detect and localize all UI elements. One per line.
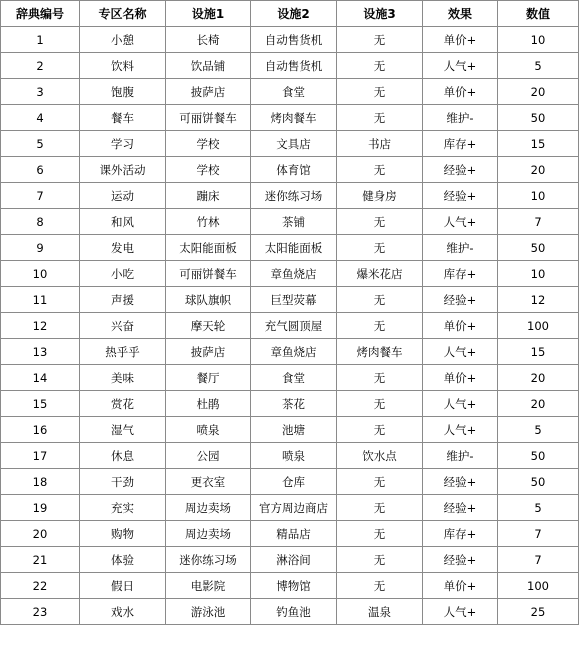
table-row — [1, 261, 579, 287]
cell-facility-3: 无 — [337, 287, 423, 313]
cell-facility-3: 无 — [337, 573, 423, 599]
cell-zone-name: 兴奋 — [80, 313, 166, 339]
cell-zone-name: 湿气 — [80, 417, 166, 443]
cell-facility-3: 无 — [337, 27, 423, 53]
table-row — [1, 443, 579, 469]
cell-facility-2: 官方周边商店 — [251, 495, 337, 521]
cell-facility-3: 无 — [337, 547, 423, 573]
header-row — [1, 1, 579, 27]
cell-zone-name: 假日 — [80, 573, 166, 599]
cell-zone-name: 和风 — [80, 209, 166, 235]
cell-number: 19 — [1, 495, 80, 521]
cell-facility-3: 无 — [337, 157, 423, 183]
cell-value: 100 — [498, 573, 579, 599]
cell-effect: 人气+ — [423, 391, 498, 417]
table-row — [1, 521, 579, 547]
cell-effect: 单价+ — [423, 79, 498, 105]
table-row — [1, 391, 579, 417]
cell-effect: 人气+ — [423, 417, 498, 443]
cell-facility-2: 太阳能面板 — [251, 235, 337, 261]
cell-number: 17 — [1, 443, 80, 469]
cell-value: 15 — [498, 131, 579, 157]
cell-zone-name: 购物 — [80, 521, 166, 547]
cell-number: 14 — [1, 365, 80, 391]
cell-facility-3: 饮水点 — [337, 443, 423, 469]
cell-facility-1: 可丽饼餐车 — [166, 105, 251, 131]
cell-facility-2: 章鱼烧店 — [251, 261, 337, 287]
cell-facility-3: 无 — [337, 313, 423, 339]
cell-facility-2: 充气圆顶屋 — [251, 313, 337, 339]
cell-facility-3: 无 — [337, 469, 423, 495]
cell-facility-1: 披萨店 — [166, 339, 251, 365]
table-row — [1, 469, 579, 495]
table-body — [1, 27, 579, 625]
cell-value: 20 — [498, 391, 579, 417]
table-row — [1, 287, 579, 313]
cell-facility-3: 烤肉餐车 — [337, 339, 423, 365]
cell-facility-1: 球队旗帜 — [166, 287, 251, 313]
cell-facility-1: 竹林 — [166, 209, 251, 235]
cell-effect: 单价+ — [423, 313, 498, 339]
cell-facility-1: 学校 — [166, 131, 251, 157]
cell-number: 6 — [1, 157, 80, 183]
cell-number: 5 — [1, 131, 80, 157]
table-row — [1, 157, 579, 183]
header-dictionary-number: 辞典编号 — [1, 1, 80, 27]
cell-facility-2: 茶花 — [251, 391, 337, 417]
cell-effect: 维护- — [423, 105, 498, 131]
cell-effect: 库存+ — [423, 261, 498, 287]
cell-facility-1: 周边卖场 — [166, 521, 251, 547]
cell-value: 50 — [498, 235, 579, 261]
cell-value: 100 — [498, 313, 579, 339]
cell-zone-name: 充实 — [80, 495, 166, 521]
cell-facility-2: 体育馆 — [251, 157, 337, 183]
cell-facility-2: 自动售货机 — [251, 27, 337, 53]
cell-effect: 库存+ — [423, 521, 498, 547]
cell-value: 12 — [498, 287, 579, 313]
cell-number: 21 — [1, 547, 80, 573]
cell-value: 20 — [498, 365, 579, 391]
table-row — [1, 417, 579, 443]
cell-effect: 维护- — [423, 443, 498, 469]
cell-facility-1: 蹦床 — [166, 183, 251, 209]
cell-facility-3: 健身房 — [337, 183, 423, 209]
cell-facility-1: 杜鹃 — [166, 391, 251, 417]
cell-zone-name: 课外活动 — [80, 157, 166, 183]
cell-effect: 单价+ — [423, 573, 498, 599]
cell-number: 9 — [1, 235, 80, 261]
table-row — [1, 53, 579, 79]
cell-number: 12 — [1, 313, 80, 339]
cell-facility-3: 无 — [337, 391, 423, 417]
cell-number: 23 — [1, 599, 80, 625]
table-header — [1, 1, 579, 27]
cell-facility-1: 摩天轮 — [166, 313, 251, 339]
cell-facility-3: 温泉 — [337, 599, 423, 625]
cell-facility-2: 池塘 — [251, 417, 337, 443]
table-row — [1, 79, 579, 105]
cell-zone-name: 热乎乎 — [80, 339, 166, 365]
table-row — [1, 573, 579, 599]
header-facility-3: 设施3 — [337, 1, 423, 27]
cell-zone-name: 休息 — [80, 443, 166, 469]
cell-zone-name: 小憩 — [80, 27, 166, 53]
cell-value: 50 — [498, 105, 579, 131]
header-facility-1: 设施1 — [166, 1, 251, 27]
cell-facility-3: 无 — [337, 235, 423, 261]
table-row — [1, 235, 579, 261]
cell-value: 50 — [498, 443, 579, 469]
cell-facility-1: 饮品铺 — [166, 53, 251, 79]
cell-facility-2: 文具店 — [251, 131, 337, 157]
header-zone-name: 专区名称 — [80, 1, 166, 27]
cell-zone-name: 发电 — [80, 235, 166, 261]
cell-facility-2: 喷泉 — [251, 443, 337, 469]
cell-facility-1: 长椅 — [166, 27, 251, 53]
table-row — [1, 599, 579, 625]
cell-zone-name: 美味 — [80, 365, 166, 391]
cell-zone-name: 声援 — [80, 287, 166, 313]
cell-value: 5 — [498, 495, 579, 521]
cell-value: 7 — [498, 209, 579, 235]
cell-number: 18 — [1, 469, 80, 495]
cell-value: 50 — [498, 469, 579, 495]
cell-facility-3: 无 — [337, 495, 423, 521]
cell-effect: 单价+ — [423, 27, 498, 53]
cell-effect: 经验+ — [423, 157, 498, 183]
cell-effect: 经验+ — [423, 495, 498, 521]
cell-zone-name: 干劲 — [80, 469, 166, 495]
cell-value: 10 — [498, 261, 579, 287]
cell-facility-2: 茶铺 — [251, 209, 337, 235]
cell-facility-3: 无 — [337, 209, 423, 235]
header-facility-2: 设施2 — [251, 1, 337, 27]
table-row — [1, 183, 579, 209]
table-row — [1, 547, 579, 573]
cell-value: 5 — [498, 53, 579, 79]
table-row — [1, 209, 579, 235]
cell-effect: 人气+ — [423, 53, 498, 79]
cell-number: 7 — [1, 183, 80, 209]
cell-effect: 人气+ — [423, 599, 498, 625]
cell-effect: 维护- — [423, 235, 498, 261]
cell-facility-2: 食堂 — [251, 365, 337, 391]
cell-facility-2: 烤肉餐车 — [251, 105, 337, 131]
cell-value: 20 — [498, 157, 579, 183]
cell-facility-3: 无 — [337, 365, 423, 391]
cell-effect: 单价+ — [423, 365, 498, 391]
header-effect: 效果 — [423, 1, 498, 27]
cell-facility-2: 钓鱼池 — [251, 599, 337, 625]
cell-facility-3: 无 — [337, 521, 423, 547]
cell-zone-name: 体验 — [80, 547, 166, 573]
cell-facility-1: 更衣室 — [166, 469, 251, 495]
cell-number: 22 — [1, 573, 80, 599]
cell-facility-2: 食堂 — [251, 79, 337, 105]
cell-facility-2: 博物馆 — [251, 573, 337, 599]
cell-value: 10 — [498, 183, 579, 209]
table-row — [1, 495, 579, 521]
cell-zone-name: 赏花 — [80, 391, 166, 417]
cell-facility-2: 仓库 — [251, 469, 337, 495]
cell-number: 4 — [1, 105, 80, 131]
cell-number: 15 — [1, 391, 80, 417]
cell-number: 1 — [1, 27, 80, 53]
cell-facility-3: 书店 — [337, 131, 423, 157]
cell-number: 13 — [1, 339, 80, 365]
cell-facility-1: 喷泉 — [166, 417, 251, 443]
cell-facility-3: 无 — [337, 105, 423, 131]
cell-facility-1: 周边卖场 — [166, 495, 251, 521]
cell-number: 3 — [1, 79, 80, 105]
cell-facility-1: 迷你练习场 — [166, 547, 251, 573]
cell-value: 20 — [498, 79, 579, 105]
cell-zone-name: 餐车 — [80, 105, 166, 131]
cell-zone-name: 小吃 — [80, 261, 166, 287]
cell-value: 15 — [498, 339, 579, 365]
cell-facility-3: 爆米花店 — [337, 261, 423, 287]
cell-facility-1: 学校 — [166, 157, 251, 183]
cell-effect: 人气+ — [423, 209, 498, 235]
cell-facility-1: 太阳能面板 — [166, 235, 251, 261]
cell-facility-3: 无 — [337, 417, 423, 443]
cell-number: 10 — [1, 261, 80, 287]
cell-zone-name: 饱腹 — [80, 79, 166, 105]
cell-value: 10 — [498, 27, 579, 53]
header-value: 数值 — [498, 1, 579, 27]
table-row — [1, 365, 579, 391]
cell-number: 16 — [1, 417, 80, 443]
cell-value: 7 — [498, 547, 579, 573]
cell-number: 2 — [1, 53, 80, 79]
cell-zone-name: 运动 — [80, 183, 166, 209]
cell-effect: 经验+ — [423, 183, 498, 209]
cell-facility-2: 迷你练习场 — [251, 183, 337, 209]
cell-facility-1: 可丽饼餐车 — [166, 261, 251, 287]
table-row — [1, 27, 579, 53]
cell-effect: 经验+ — [423, 469, 498, 495]
cell-facility-2: 巨型荧幕 — [251, 287, 337, 313]
table-row — [1, 313, 579, 339]
cell-facility-1: 餐厅 — [166, 365, 251, 391]
cell-effect: 人气+ — [423, 339, 498, 365]
cell-value: 5 — [498, 417, 579, 443]
cell-facility-3: 无 — [337, 53, 423, 79]
cell-facility-1: 游泳池 — [166, 599, 251, 625]
cell-number: 8 — [1, 209, 80, 235]
cell-facility-3: 无 — [337, 79, 423, 105]
table-row — [1, 339, 579, 365]
cell-zone-name: 学习 — [80, 131, 166, 157]
cell-value: 7 — [498, 521, 579, 547]
cell-effect: 经验+ — [423, 547, 498, 573]
cell-zone-name: 饮料 — [80, 53, 166, 79]
cell-facility-2: 章鱼烧店 — [251, 339, 337, 365]
cell-facility-1: 公园 — [166, 443, 251, 469]
cell-facility-1: 电影院 — [166, 573, 251, 599]
cell-facility-1: 披萨店 — [166, 79, 251, 105]
cell-value: 25 — [498, 599, 579, 625]
cell-facility-2: 自动售货机 — [251, 53, 337, 79]
cell-number: 11 — [1, 287, 80, 313]
cell-effect: 经验+ — [423, 287, 498, 313]
cell-number: 20 — [1, 521, 80, 547]
cell-effect: 库存+ — [423, 131, 498, 157]
cell-zone-name: 戏水 — [80, 599, 166, 625]
table-row — [1, 131, 579, 157]
table-row — [1, 105, 579, 131]
cell-facility-2: 淋浴间 — [251, 547, 337, 573]
cell-facility-2: 精品店 — [251, 521, 337, 547]
